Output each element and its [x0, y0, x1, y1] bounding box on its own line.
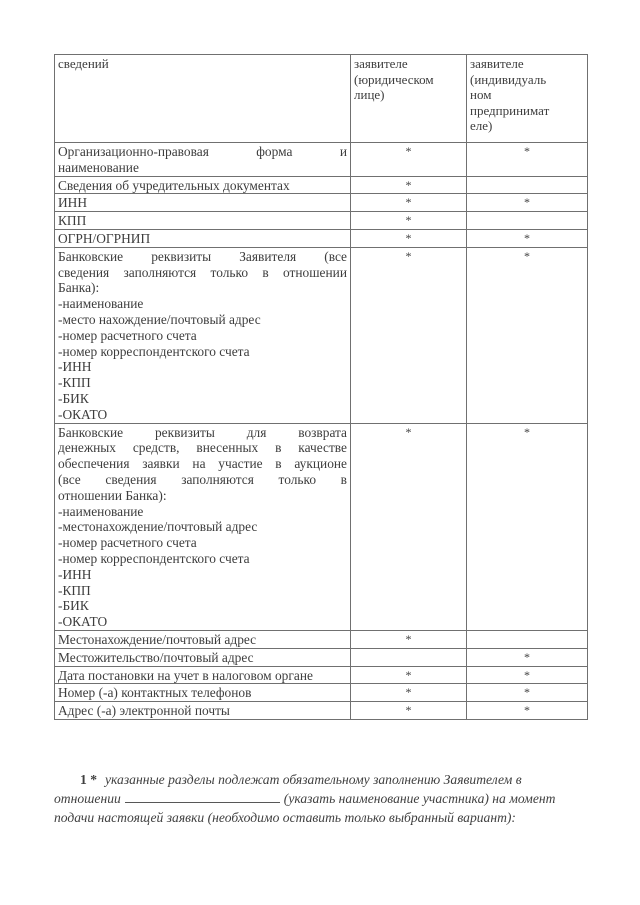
legal-entity-mark: *: [351, 194, 467, 212]
table-row: [55, 143, 588, 177]
row-description-line: -номер корреспондентского счета: [58, 550, 250, 566]
row-description-cell: [55, 648, 351, 666]
requisites-table: [54, 54, 588, 720]
individual-mark: *: [467, 666, 588, 684]
row-description-cell: [55, 143, 351, 177]
row-description-cell: [55, 630, 351, 648]
table-row: [55, 247, 588, 423]
row-description-line: -ОКАТО: [58, 406, 108, 422]
row-description-line: КПП: [58, 213, 87, 229]
legal-entity-mark: *: [351, 212, 467, 230]
row-description-line: Местонахождение/почтовый адрес: [58, 631, 257, 647]
footnote: [54, 770, 598, 827]
header-col3-line: (индивидуаль: [470, 71, 547, 87]
table-row: [55, 666, 588, 684]
individual-mark: *: [467, 423, 588, 630]
row-description-line: ОГРН/ОГРНИП: [58, 230, 151, 246]
table-row: [55, 630, 588, 648]
footnote-text-2b: (указать наименование участника) на момент: [283, 791, 556, 806]
table-row: [55, 423, 588, 630]
row-description-cell: [55, 229, 351, 247]
table-row: [55, 648, 588, 666]
header-col2-line: заявителе: [354, 56, 408, 71]
individual-mark: *: [467, 143, 588, 177]
row-description-line: Банковские реквизиты Заявителя (все: [58, 248, 347, 264]
header-col3-line: заявителе: [470, 56, 524, 71]
row-description-line: -номер расчетного счета: [58, 327, 197, 343]
row-description-line: Номер (-а) контактных телефонов: [58, 685, 252, 701]
header-col3-line: еле): [470, 118, 493, 134]
row-description-cell: [55, 684, 351, 702]
row-description-line: -местонахождение/почтовый адрес: [58, 519, 258, 535]
legal-entity-mark: *: [351, 229, 467, 247]
header-col3-line: предпринимат: [470, 102, 550, 118]
header-cell-individual: [467, 55, 588, 143]
row-description-line: -номер расчетного счета: [58, 535, 197, 551]
table-row: [55, 702, 588, 720]
row-description-line: Местожительство/почтовый адрес: [58, 649, 254, 665]
row-description-line: -наименование: [58, 503, 144, 519]
legal-entity-mark: *: [351, 630, 467, 648]
row-description-cell: [55, 247, 351, 423]
table-row: [55, 229, 588, 247]
table-header-row: [55, 55, 588, 143]
row-description-line: Сведения об учредительных документах: [58, 177, 290, 193]
row-description-line: Банковские реквизиты для возврата: [58, 424, 347, 440]
individual-mark: *: [467, 247, 588, 423]
row-description-line: ИНН: [58, 195, 88, 211]
row-description-cell: [55, 194, 351, 212]
header-col2-line: (юридическом: [354, 71, 434, 87]
row-description-line: -наименование: [58, 296, 144, 312]
row-description-line: -ОКАТО: [58, 614, 108, 630]
footnote-marker: 1 *: [80, 772, 97, 787]
table-row: [55, 684, 588, 702]
footnote-text-3: подачи настоящей заявки (необходимо оставить только выбранный вариант):: [54, 810, 516, 825]
individual-mark: *: [467, 648, 588, 666]
row-description-line: наименование: [58, 159, 139, 175]
header-cell-info: [55, 55, 351, 143]
row-description-line: Банка):: [58, 280, 100, 296]
header-col2-line: лице): [354, 87, 385, 103]
row-description-line: (все сведения заполняются только в: [58, 471, 347, 487]
row-description-cell: [55, 423, 351, 630]
legal-entity-mark: *: [351, 684, 467, 702]
legal-entity-mark: *: [351, 423, 467, 630]
row-description-line: -БИК: [58, 598, 89, 614]
legal-entity-mark: *: [351, 247, 467, 423]
legal-entity-mark: *: [351, 666, 467, 684]
individual-mark: *: [467, 684, 588, 702]
participant-name-blank: [125, 790, 280, 803]
footnote-line-3: [54, 808, 598, 827]
row-description-line: денежных средств, внесенных в качестве: [58, 440, 347, 456]
requisites-table-body: [55, 55, 588, 720]
row-description-line: сведения заполняются только в отношении: [58, 264, 347, 280]
row-description-line: отношении Банка):: [58, 487, 167, 503]
row-description-line: -БИК: [58, 390, 89, 406]
individual-mark: [467, 176, 588, 194]
row-description-line: обеспечения заявки на участие в аукционе: [58, 456, 347, 472]
legal-entity-mark: *: [351, 176, 467, 194]
row-description-line: Организационно-правовая форма и: [58, 144, 347, 159]
row-description-cell: [55, 176, 351, 194]
row-description-cell: [55, 666, 351, 684]
footnote-line-1: [54, 770, 598, 789]
table-row: [55, 176, 588, 194]
header-col1-text: сведений: [58, 56, 109, 71]
row-description-cell: [55, 212, 351, 230]
row-description-line: -место нахождение/почтовый адрес: [58, 311, 261, 327]
row-description-line: -КПП: [58, 375, 91, 391]
legal-entity-mark: *: [351, 143, 467, 177]
individual-mark: [467, 630, 588, 648]
table-row: [55, 212, 588, 230]
footnote-text-2a: отношении: [54, 791, 121, 806]
header-col3-line: ном: [470, 87, 492, 103]
footnote-line-2: [54, 789, 598, 808]
individual-mark: [467, 212, 588, 230]
footnote-text-1: указанные разделы подлежат обязательному заполнению Заявителем в: [105, 772, 522, 787]
legal-entity-mark: *: [351, 702, 467, 720]
individual-mark: *: [467, 229, 588, 247]
legal-entity-mark: [351, 648, 467, 666]
header-cell-legal-entity: [351, 55, 467, 143]
individual-mark: *: [467, 702, 588, 720]
row-description-line: -ИНН: [58, 359, 92, 375]
row-description-line: -ИНН: [58, 566, 92, 582]
row-description-line: Адрес (-а) электронной почты: [58, 703, 230, 719]
row-description-line: -номер корреспондентского счета: [58, 343, 250, 359]
individual-mark: *: [467, 194, 588, 212]
row-description-line: -КПП: [58, 582, 91, 598]
row-description-cell: [55, 702, 351, 720]
table-row: [55, 194, 588, 212]
row-description-line: Дата постановки на учет в налоговом органе: [58, 667, 313, 683]
